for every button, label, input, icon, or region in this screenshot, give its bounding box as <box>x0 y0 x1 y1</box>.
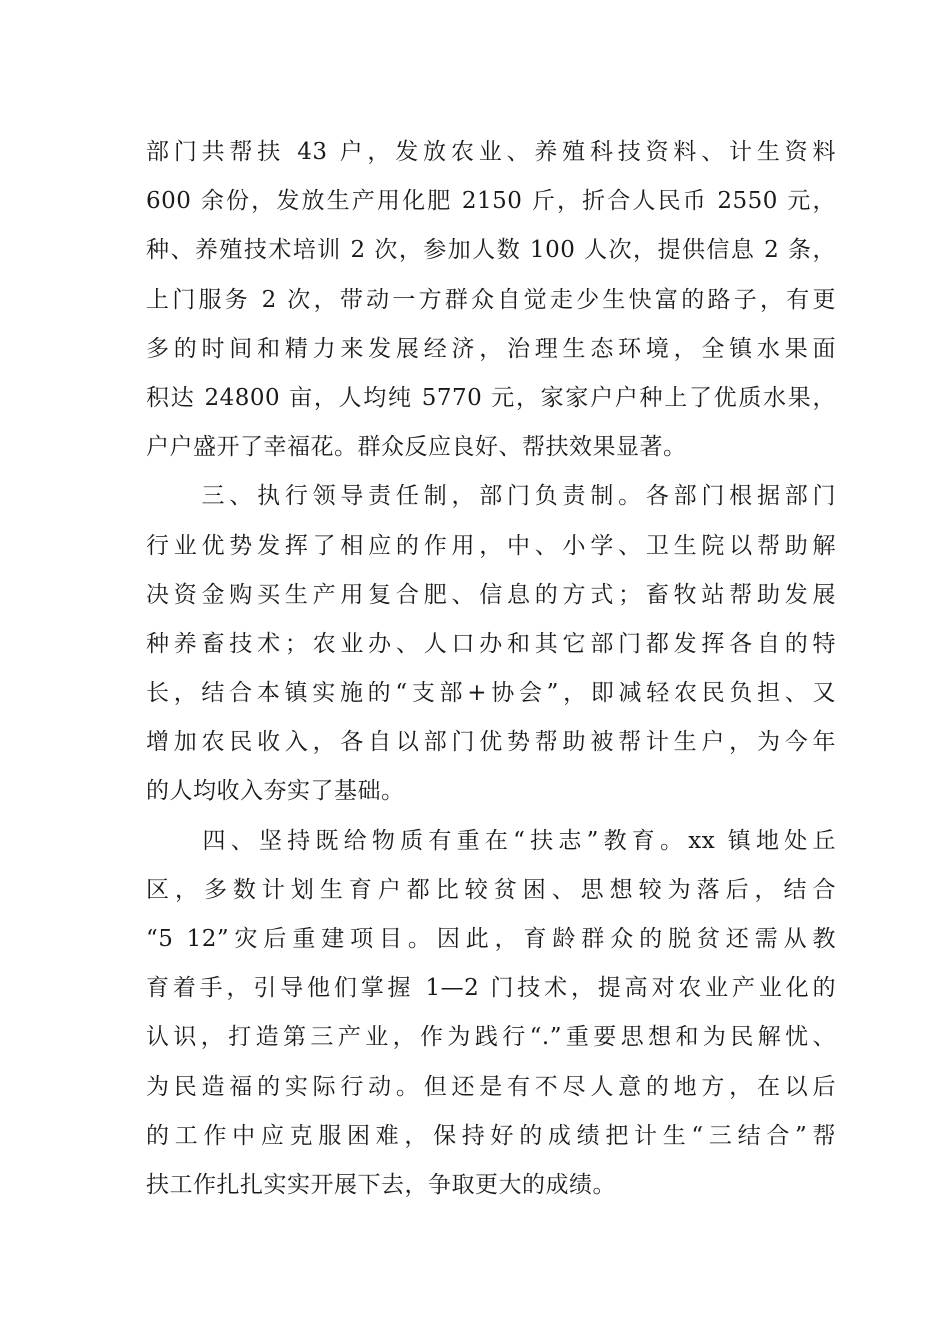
paragraph-3-line-7: 的工作中应克服困难，保持好的成绩把计生“三结合”帮 <box>146 1122 836 1149</box>
paragraph-2-line-6: 增加农民收入，各自以部门优势帮助被帮计生户，为今年 <box>146 729 836 756</box>
paragraph-1-line-5: 多的时间和精力来发展经济，治理生态环境，全镇水果面 <box>146 335 836 362</box>
paragraph-1-line-3: 种、养殖技术培训 2 次，参加人数 100 人次，提供信息 2 条， <box>146 237 836 264</box>
paragraph-3-line-3: “5 12”灾后重建项目。因此，育龄群众的脱贫还需从教 <box>146 926 836 952</box>
paragraph-2-line-2: 行业优势发挥了相应的作用，中、小学、卫生院以帮助解 <box>146 532 836 559</box>
paragraph-1-line-4: 上门服务 2 次，带动一方群众自觉走少生快富的路子，有更 <box>146 286 836 313</box>
paragraph-3-line-2: 区，多数计划生育户都比较贫困、思想较为落后，结合 <box>146 876 836 903</box>
paragraph-1-line-7: 户户盛开了幸福花。群众反应良好、帮扶效果显著。 <box>146 434 687 461</box>
paragraph-1-line-1: 部门共帮扶 43 户，发放农业、养殖科技资料、计生资料 <box>146 139 836 165</box>
paragraph-2-line-7: 的人均收入夯实了基础。 <box>146 778 405 805</box>
paragraph-2-line-5: 长，结合本镇实施的“支部+协会”，即减轻农民负担、又 <box>146 680 836 707</box>
paragraph-3-line-4: 育着手，引导他们掌握 1—2 门技术，提高对农业产业化的 <box>146 975 836 1002</box>
paragraph-2-line-4: 种养畜技术；农业办、人口办和其它部门都发挥各自的特 <box>146 630 836 657</box>
paragraph-3-line-1: 四、坚持既给物质有重在“扶志”教育。xx 镇地处丘 <box>146 827 836 854</box>
paragraph-3-line-6: 为民造福的实际行动。但还是有不尽人意的地方，在以后 <box>146 1073 836 1100</box>
paragraph-2-line-1: 三、执行领导责任制，部门负责制。各部门根据部门 <box>146 483 836 510</box>
paragraph-2-line-3: 决资金购买生产用复合肥、信息的方式；畜牧站帮助发展 <box>146 581 836 608</box>
paragraph-3-line-5: 认识，打造第三产业，作为践行“.”重要思想和为民解忧、 <box>146 1024 836 1051</box>
paragraph-1-line-2: 600 余份，发放生产用化肥 2150 斤，折合人民币 2550 元， <box>146 188 836 215</box>
paragraph-1-line-6: 积达 24800 亩，人均纯 5770 元，家家户户种上了优质水果， <box>146 384 836 411</box>
body-text <box>146 128 836 1210</box>
paragraph-3-line-8: 扶工作扎扎实实开展下去，争取更大的成绩。 <box>146 1171 616 1198</box>
